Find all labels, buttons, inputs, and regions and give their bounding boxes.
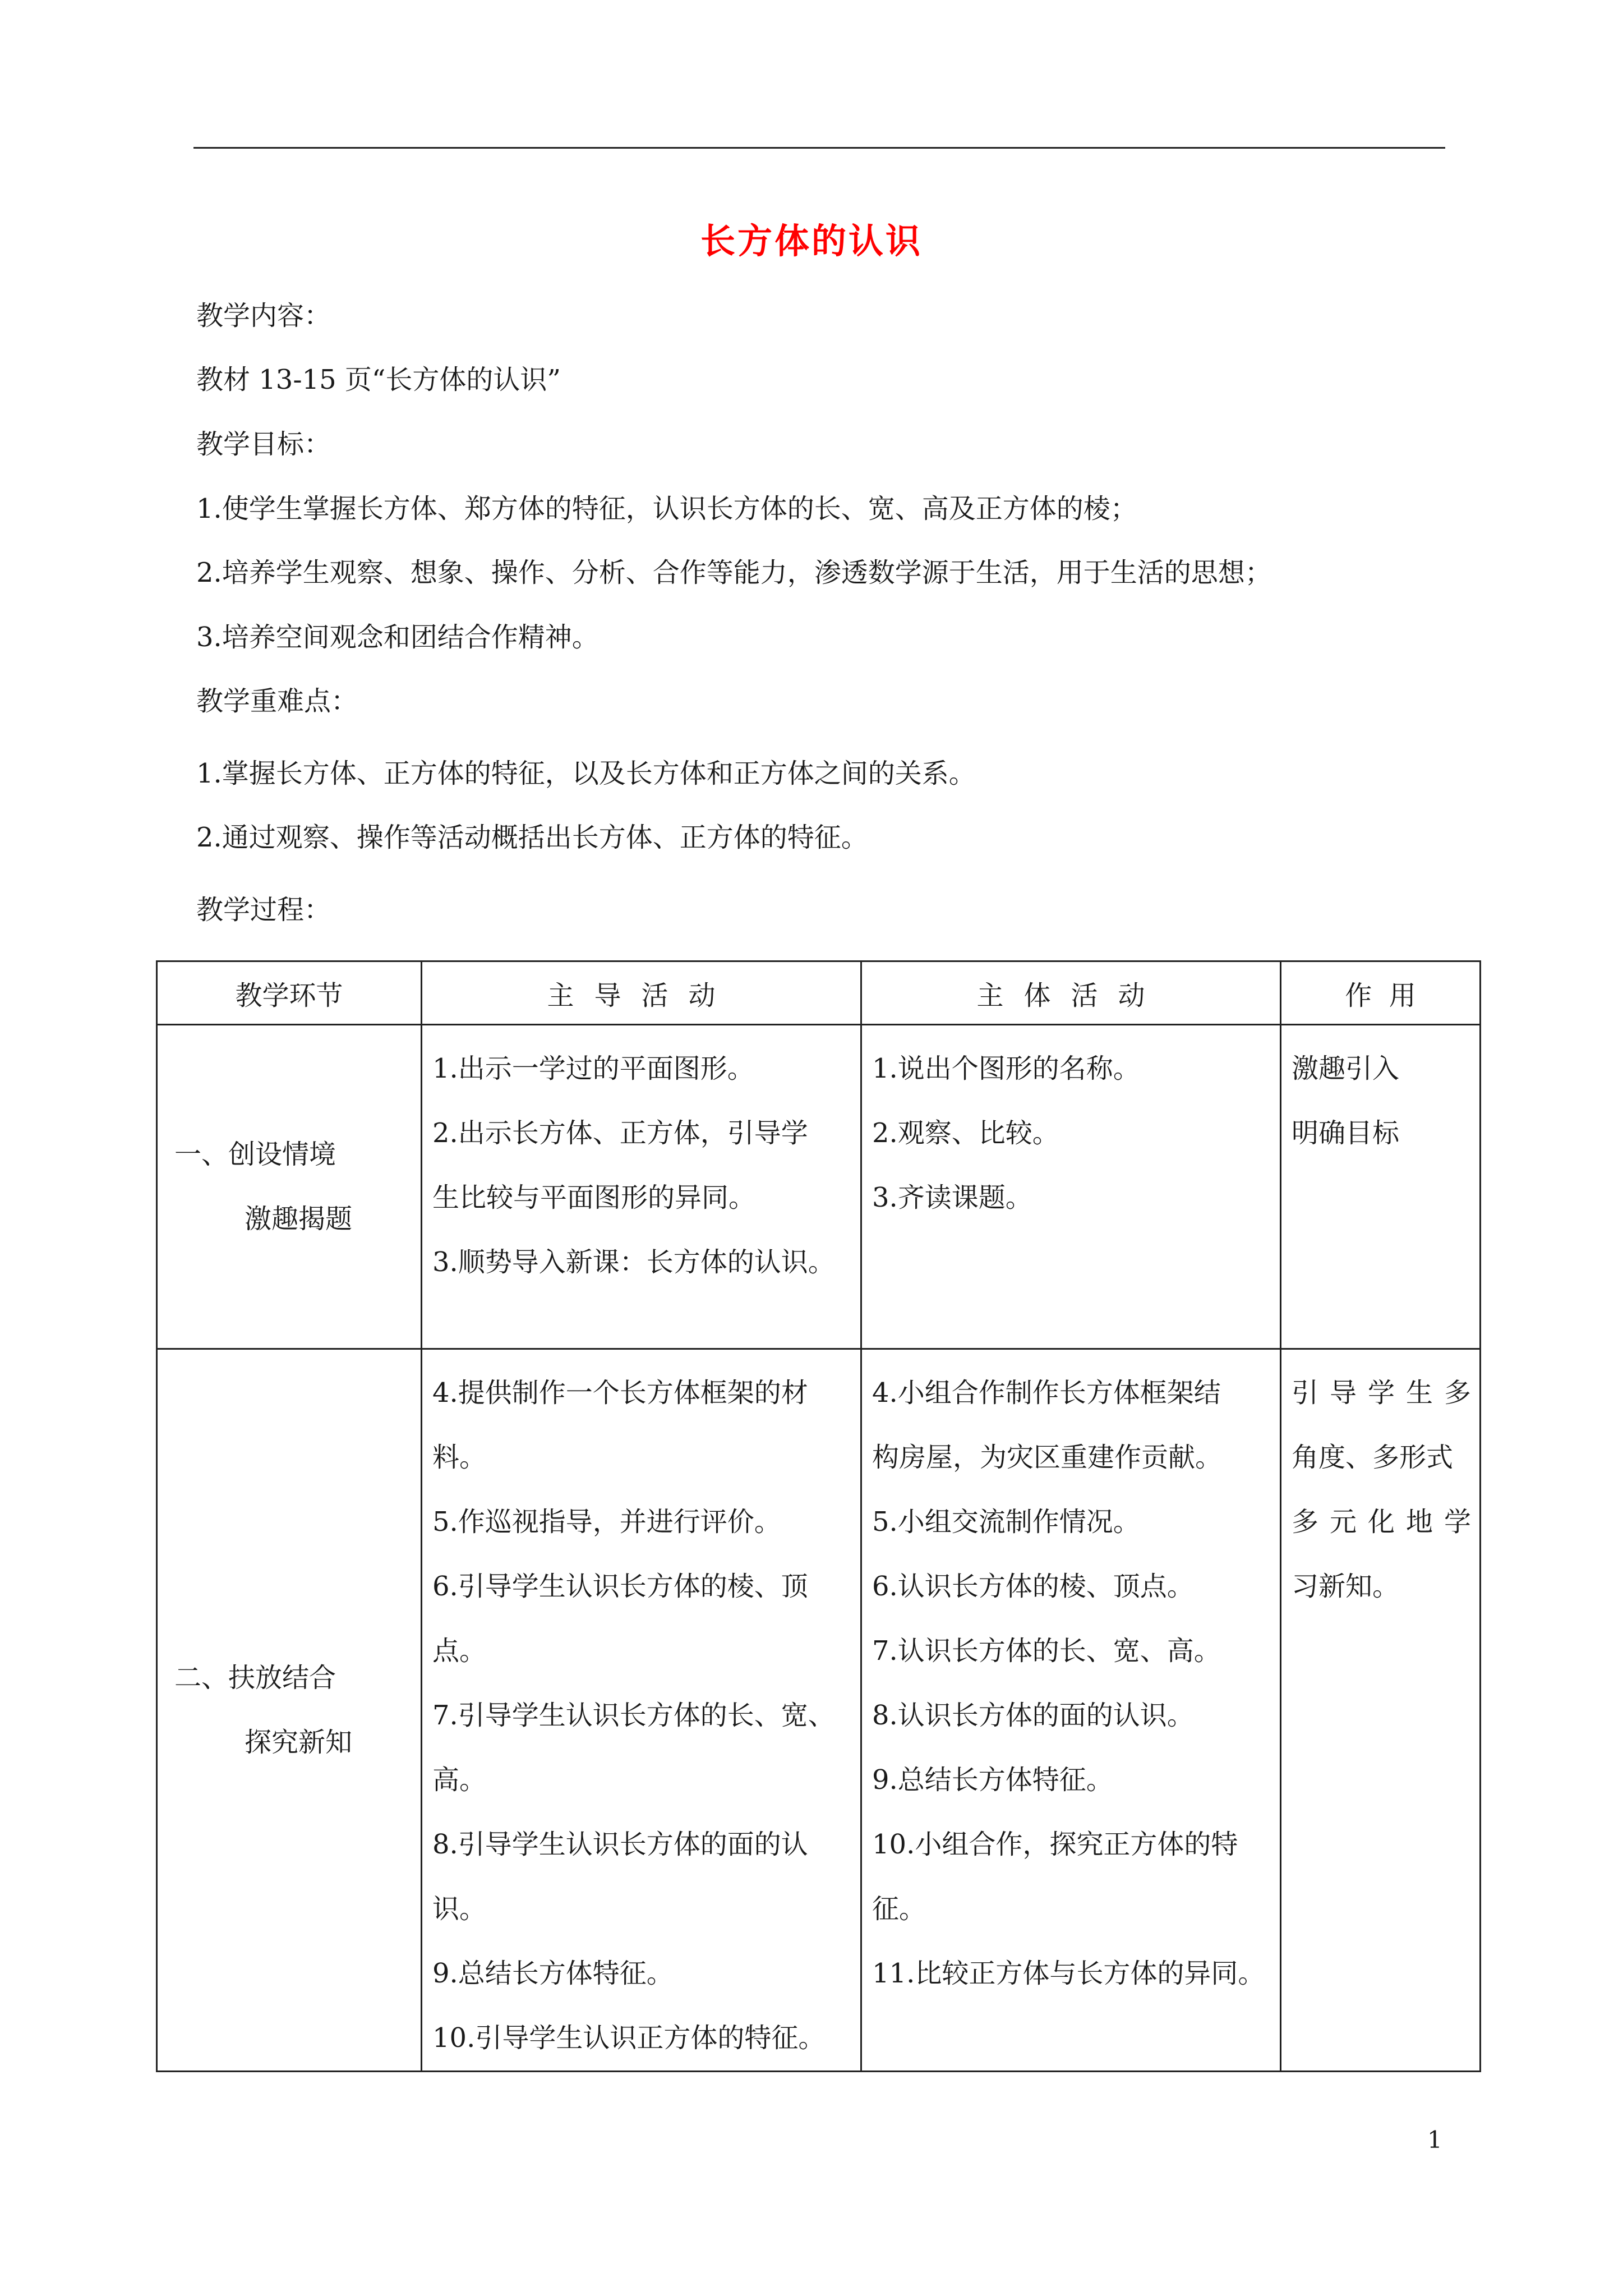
student-line: 3.齐读课题。 [872,1182,1032,1213]
role-line: 明确目标 [1292,1117,1400,1149]
lead-line: 点。 [432,1635,487,1667]
lead-line: 6.引导学生认识长方体的棱、顶 [432,1571,808,1602]
lead-line: 2.出示长方体、正方体，引导学 [432,1117,808,1149]
lead-line: 8.引导学生认识长方体的面的认 [432,1829,808,1860]
stage-label: 探究新知 [245,1726,353,1758]
lead-line: 识。 [432,1893,487,1925]
role-line: 引导学生多 [1292,1377,1483,1409]
goals-heading: 教学目标： [196,429,331,460]
lead-line: 9.总结长方体特征。 [432,1958,674,1989]
student-line: 7.认识长方体的长、宽、高。 [872,1635,1221,1667]
lead-line: 高。 [432,1764,487,1796]
goal-item: 3.培养空间观念和团结合作精神。 [196,622,599,653]
header-lead-activity: 主导活动 [422,961,861,1025]
student-line: 征。 [872,1893,926,1925]
stage-cell [157,1349,422,2072]
student-line: 5.小组交流制作情况。 [872,1506,1140,1538]
stage-label: 二、扶放结合 [174,1662,336,1694]
student-line: 10.小组合作，探究正方体的特 [872,1829,1238,1860]
student-line: 6.认识长方体的棱、顶点。 [872,1571,1194,1602]
header-rule [193,147,1445,149]
lead-line: 4.提供制作一个长方体框架的材 [432,1377,808,1409]
role-cell [1281,1025,1481,1349]
student-line: 构房屋，为灾区重建作贡献。 [872,1442,1223,1473]
lead-line: 生比较与平面图形的异同。 [432,1182,756,1213]
lead-line: 5.作巡视指导，并进行评价。 [432,1506,781,1538]
lead-line: 7.引导学生认识长方体的长、宽、 [432,1700,835,1731]
stage-label: 激趣揭题 [245,1203,353,1235]
role-line: 角度、多形式 [1292,1442,1454,1473]
table-row [157,1025,1481,1349]
student-activity-cell [861,1349,1281,2072]
key-point: 1.掌握长方体、正方体的特征，以及长方体和正方体之间的关系。 [196,758,976,789]
header-stage: 教学环节 [157,961,422,1025]
role-line: 多元化地学 [1292,1506,1483,1538]
student-line: 8.认识长方体的面的认识。 [872,1700,1194,1731]
process-heading: 教学过程： [196,894,331,926]
student-line: 1.说出个图形的名称。 [872,1053,1140,1084]
table-header-row [157,961,1481,1025]
role-line: 激趣引入 [1292,1053,1400,1084]
header-role: 作 用 [1281,961,1481,1025]
lead-line: 1.出示一学过的平面图形。 [432,1053,754,1084]
goal-item: 2.培养学生观察、想象、操作、分析、合作等能力，渗透数学源于生活，用于生活的思想； [196,557,1272,588]
document-title: 长方体的认识 [700,220,923,261]
content-heading: 教学内容： [196,300,331,332]
stage-label: 一、创设情境 [174,1138,336,1170]
student-line: 4.小组合作制作长方体框架结 [872,1377,1221,1409]
page-number: 1 [1427,2126,1442,2154]
lead-activity-cell [422,1025,861,1349]
header-student-activity: 主体活动 [861,961,1281,1025]
student-line: 2.观察、比较。 [872,1117,1059,1149]
student-activity-cell [861,1025,1281,1349]
content-text: 教材 13-15 页“长方体的认识” [196,364,561,395]
stage-cell [157,1025,422,1349]
lead-line: 10.引导学生认识正方体的特征。 [432,2022,826,2054]
key-point: 2.通过观察、操作等活动概括出长方体、正方体的特征。 [196,822,868,853]
role-line: 习新知。 [1292,1571,1400,1602]
lead-line: 3.顺势导入新课：长方体的认识。 [432,1246,835,1278]
lead-line: 料。 [432,1442,487,1473]
role-cell [1281,1349,1481,2072]
key-heading: 教学重难点： [196,685,358,717]
table-row [157,1349,1481,2072]
goal-item: 1.使学生掌握长方体、郑方体的特征，认识长方体的长、宽、高及正方体的棱； [196,493,1137,524]
lesson-process-table [156,960,1481,2072]
lead-activity-cell [422,1349,861,2072]
student-line: 11.比较正方体与长方体的异同。 [872,1958,1265,1989]
student-line: 9.总结长方体特征。 [872,1764,1113,1796]
